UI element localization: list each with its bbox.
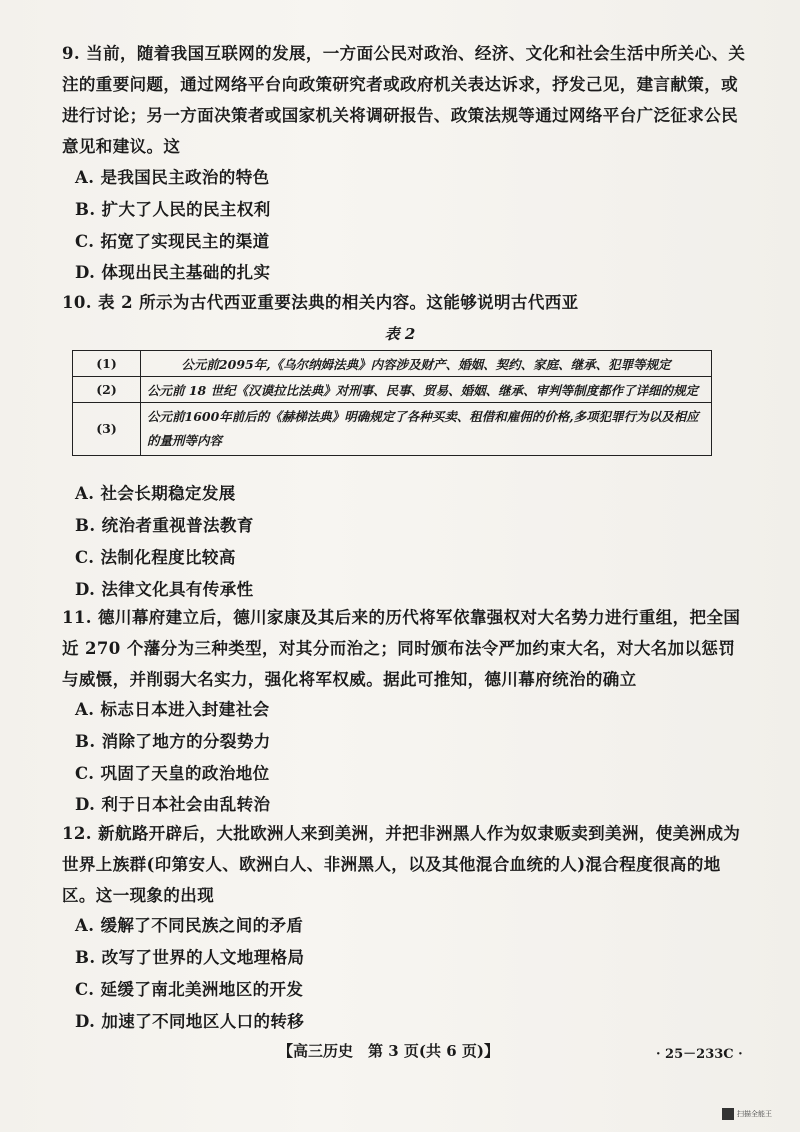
qr-icon	[722, 1108, 734, 1120]
q12-option-b: B. 改写了世界的人文地理格局	[75, 948, 305, 967]
table-row	[73, 351, 712, 377]
question-10-stem: 10. 表 2 所示为古代西亚重要法典的相关内容。这能够说明古代西亚	[62, 293, 579, 312]
question-11-stem: 11. 德川幕府建立后，德川家康及其后来的历代将军依靠强权对大名势力进行重组，把全国近 270 个藩分为三种类型，对其分而治之；同时颁布法令严加约束大名，对大名加以惩罚与威慑，并削弱大名实力，强化将军权威。据此可推知，德川幕府统治的确立	[62, 608, 741, 689]
row-text: 公元前 18 世纪《汉谟拉比法典》对刑事、民事、贸易、婚姻、继承、审判等制度都作了详细的规定	[141, 377, 712, 403]
scanner-watermark	[722, 1108, 772, 1120]
row-text: 公元前1600年前后的《赫梯法典》明确规定了各种买卖、租借和雇佣的价格,多项犯罪行为以及相应的量刑等内容	[141, 403, 712, 456]
q10-option-b: B. 统治者重视普法教育	[75, 516, 254, 535]
table-caption: 表 2	[384, 325, 416, 343]
law-table	[72, 350, 712, 456]
question-9-stem: 9. 当前，随着我国互联网的发展，一方面公民对政治、经济、文化和社会生活中所关心、关注的重要问题，通过网络平台向政策研究者或政府机关表达诉求，抒发己见，建言献策，或进行讨论；另一方面决策者或国家机关将调研报告、政策法规等通过网络平台广泛征求公民意见和建议。这	[62, 44, 746, 156]
q10-option-d: D. 法律文化具有传承性	[75, 580, 254, 599]
q12-option-d: D. 加速了不同地区人口的转移	[75, 1012, 305, 1031]
q9-option-c: C. 拓宽了实现民主的渠道	[75, 232, 270, 251]
q9-option-a: A. 是我国民主政治的特色	[75, 168, 270, 187]
table-row	[73, 403, 712, 456]
q12-option-a: A. 缓解了不同民族之间的矛盾	[75, 916, 304, 935]
row-number: (2)	[73, 377, 141, 403]
question-12-stem: 12. 新航路开辟后，大批欧洲人来到美洲，并把非洲黑人作为奴隶贩卖到美洲，使美洲成为世界上族群(印第安人、欧洲白人、非洲黑人，以及其他混合血统的人)混合程度很高的地区。这一现象的出现	[62, 824, 741, 905]
row-number: (1)	[73, 351, 141, 377]
q12-option-c: C. 延缓了南北美洲地区的开发	[75, 980, 304, 999]
watermark-text: 扫描全能王	[737, 1110, 772, 1118]
q10-option-c: C. 法制化程度比较高	[75, 548, 236, 567]
table-row	[73, 377, 712, 403]
page-footer: 【高三历史 第 3 页(共 6 页)】	[278, 1042, 499, 1060]
row-text: 公元前2095年,《乌尔纳姆法典》内容涉及财产、婚姻、契约、家庭、继承、犯罪等规定	[141, 351, 712, 377]
q11-option-d: D. 利于日本社会由乱转治	[75, 795, 271, 814]
q11-option-c: C. 巩固了天皇的政治地位	[75, 764, 270, 783]
q10-option-a: A. 社会长期稳定发展	[75, 484, 236, 503]
q9-option-d: D. 体现出民主基础的扎实	[75, 263, 271, 282]
q11-option-a: A. 标志日本进入封建社会	[75, 700, 270, 719]
row-number: (3)	[73, 403, 141, 456]
q11-option-b: B. 消除了地方的分裂势力	[75, 732, 271, 751]
exam-code: · 25－233C ·	[656, 1047, 743, 1062]
q9-option-b: B. 扩大了人民的民主权利	[75, 200, 271, 219]
